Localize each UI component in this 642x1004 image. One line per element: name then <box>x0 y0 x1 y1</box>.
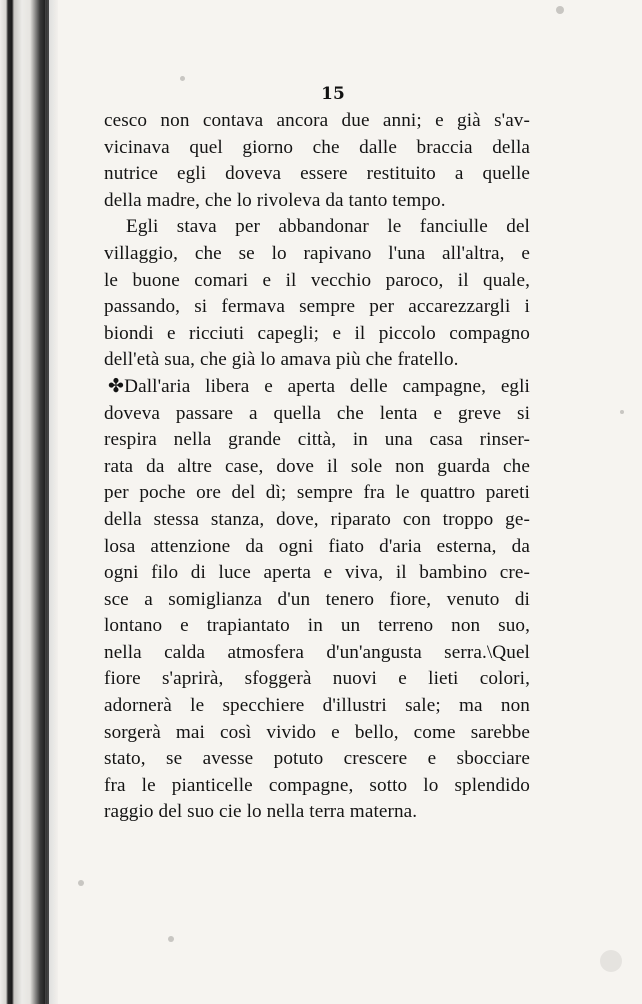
text-line: biondi e ricciuti capegli; e il piccolo compagno <box>104 322 530 344</box>
text-line: passando, si fermava sempre per accarezzargli i <box>104 296 530 318</box>
body-text <box>104 108 530 826</box>
text-line: villaggio, che se lo rapivano l'una all'altra, e <box>104 242 530 264</box>
paper-speck <box>556 6 564 14</box>
text-line: ✤Dall'aria libera e aperta delle campagne, egli <box>108 375 530 397</box>
paper-stain <box>600 950 622 972</box>
text-line: cesco non contava ancora due anni; e già s'av- <box>104 110 530 131</box>
text-line: respira nella grande città, in una casa rinser- <box>104 429 530 451</box>
text-line: vicinava quel giorno che dalle braccia della <box>104 136 530 158</box>
paper-speck <box>168 936 174 942</box>
text-line: adornerà le specchiere d'illustri sale; ma non <box>104 695 530 717</box>
text-line: nella calda atmosfera d'un'angusta serra.\Quel <box>104 641 530 663</box>
text-line: della madre, che lo rivoleva da tanto tempo. <box>104 189 446 211</box>
text-line: fra le pianticelle compagne, sotto lo splendido <box>104 774 530 796</box>
text-line: stato, se avesse potuto crescere e sbocciare <box>104 748 530 770</box>
text-line: lontano e trapiantato in un terreno non suo, <box>104 615 530 637</box>
text-line: losa attenzione da ogni fiato d'aria esterna, da <box>104 535 530 557</box>
paper-speck <box>180 76 185 81</box>
text-line: raggio del suo cie lo nella terra materna. <box>104 801 418 823</box>
text-line: rata da altre case, dove il sole non guarda che <box>104 455 530 477</box>
text-line: per poche ore del dì; sempre fra le quattro pareti <box>104 482 530 504</box>
text-line: fiore s'aprirà, sfoggerà nuovi e lieti colori, <box>104 668 530 690</box>
gutter-shadow <box>46 0 49 1004</box>
text-line: doveva passare a quella che lenta e greve si <box>104 402 530 424</box>
text-line: Egli stava per abbandonar le fanciulle del <box>126 216 530 238</box>
page-binding-edge <box>0 0 58 1004</box>
text-line: nutrice egli doveva essere restituito a quelle <box>104 163 530 185</box>
text-line: della stessa stanza, dove, riparato con troppo ge- <box>104 508 530 530</box>
text-line: ogni filo di luce aperta e viva, il bambino cre- <box>104 562 530 584</box>
text-line: le buone comari e il vecchio paroco, il quale, <box>104 269 530 291</box>
paper-speck <box>78 880 84 886</box>
paper-speck <box>620 410 624 414</box>
text-line: dell'età sua, che già lo amava più che fratello. <box>104 349 459 371</box>
text-line: sce a somiglianza d'un tenero fiore, venuto di <box>104 588 530 610</box>
page-number: 15 <box>321 84 345 104</box>
text-line: sorgerà mai così vivido e bello, come sarebbe <box>104 721 530 743</box>
